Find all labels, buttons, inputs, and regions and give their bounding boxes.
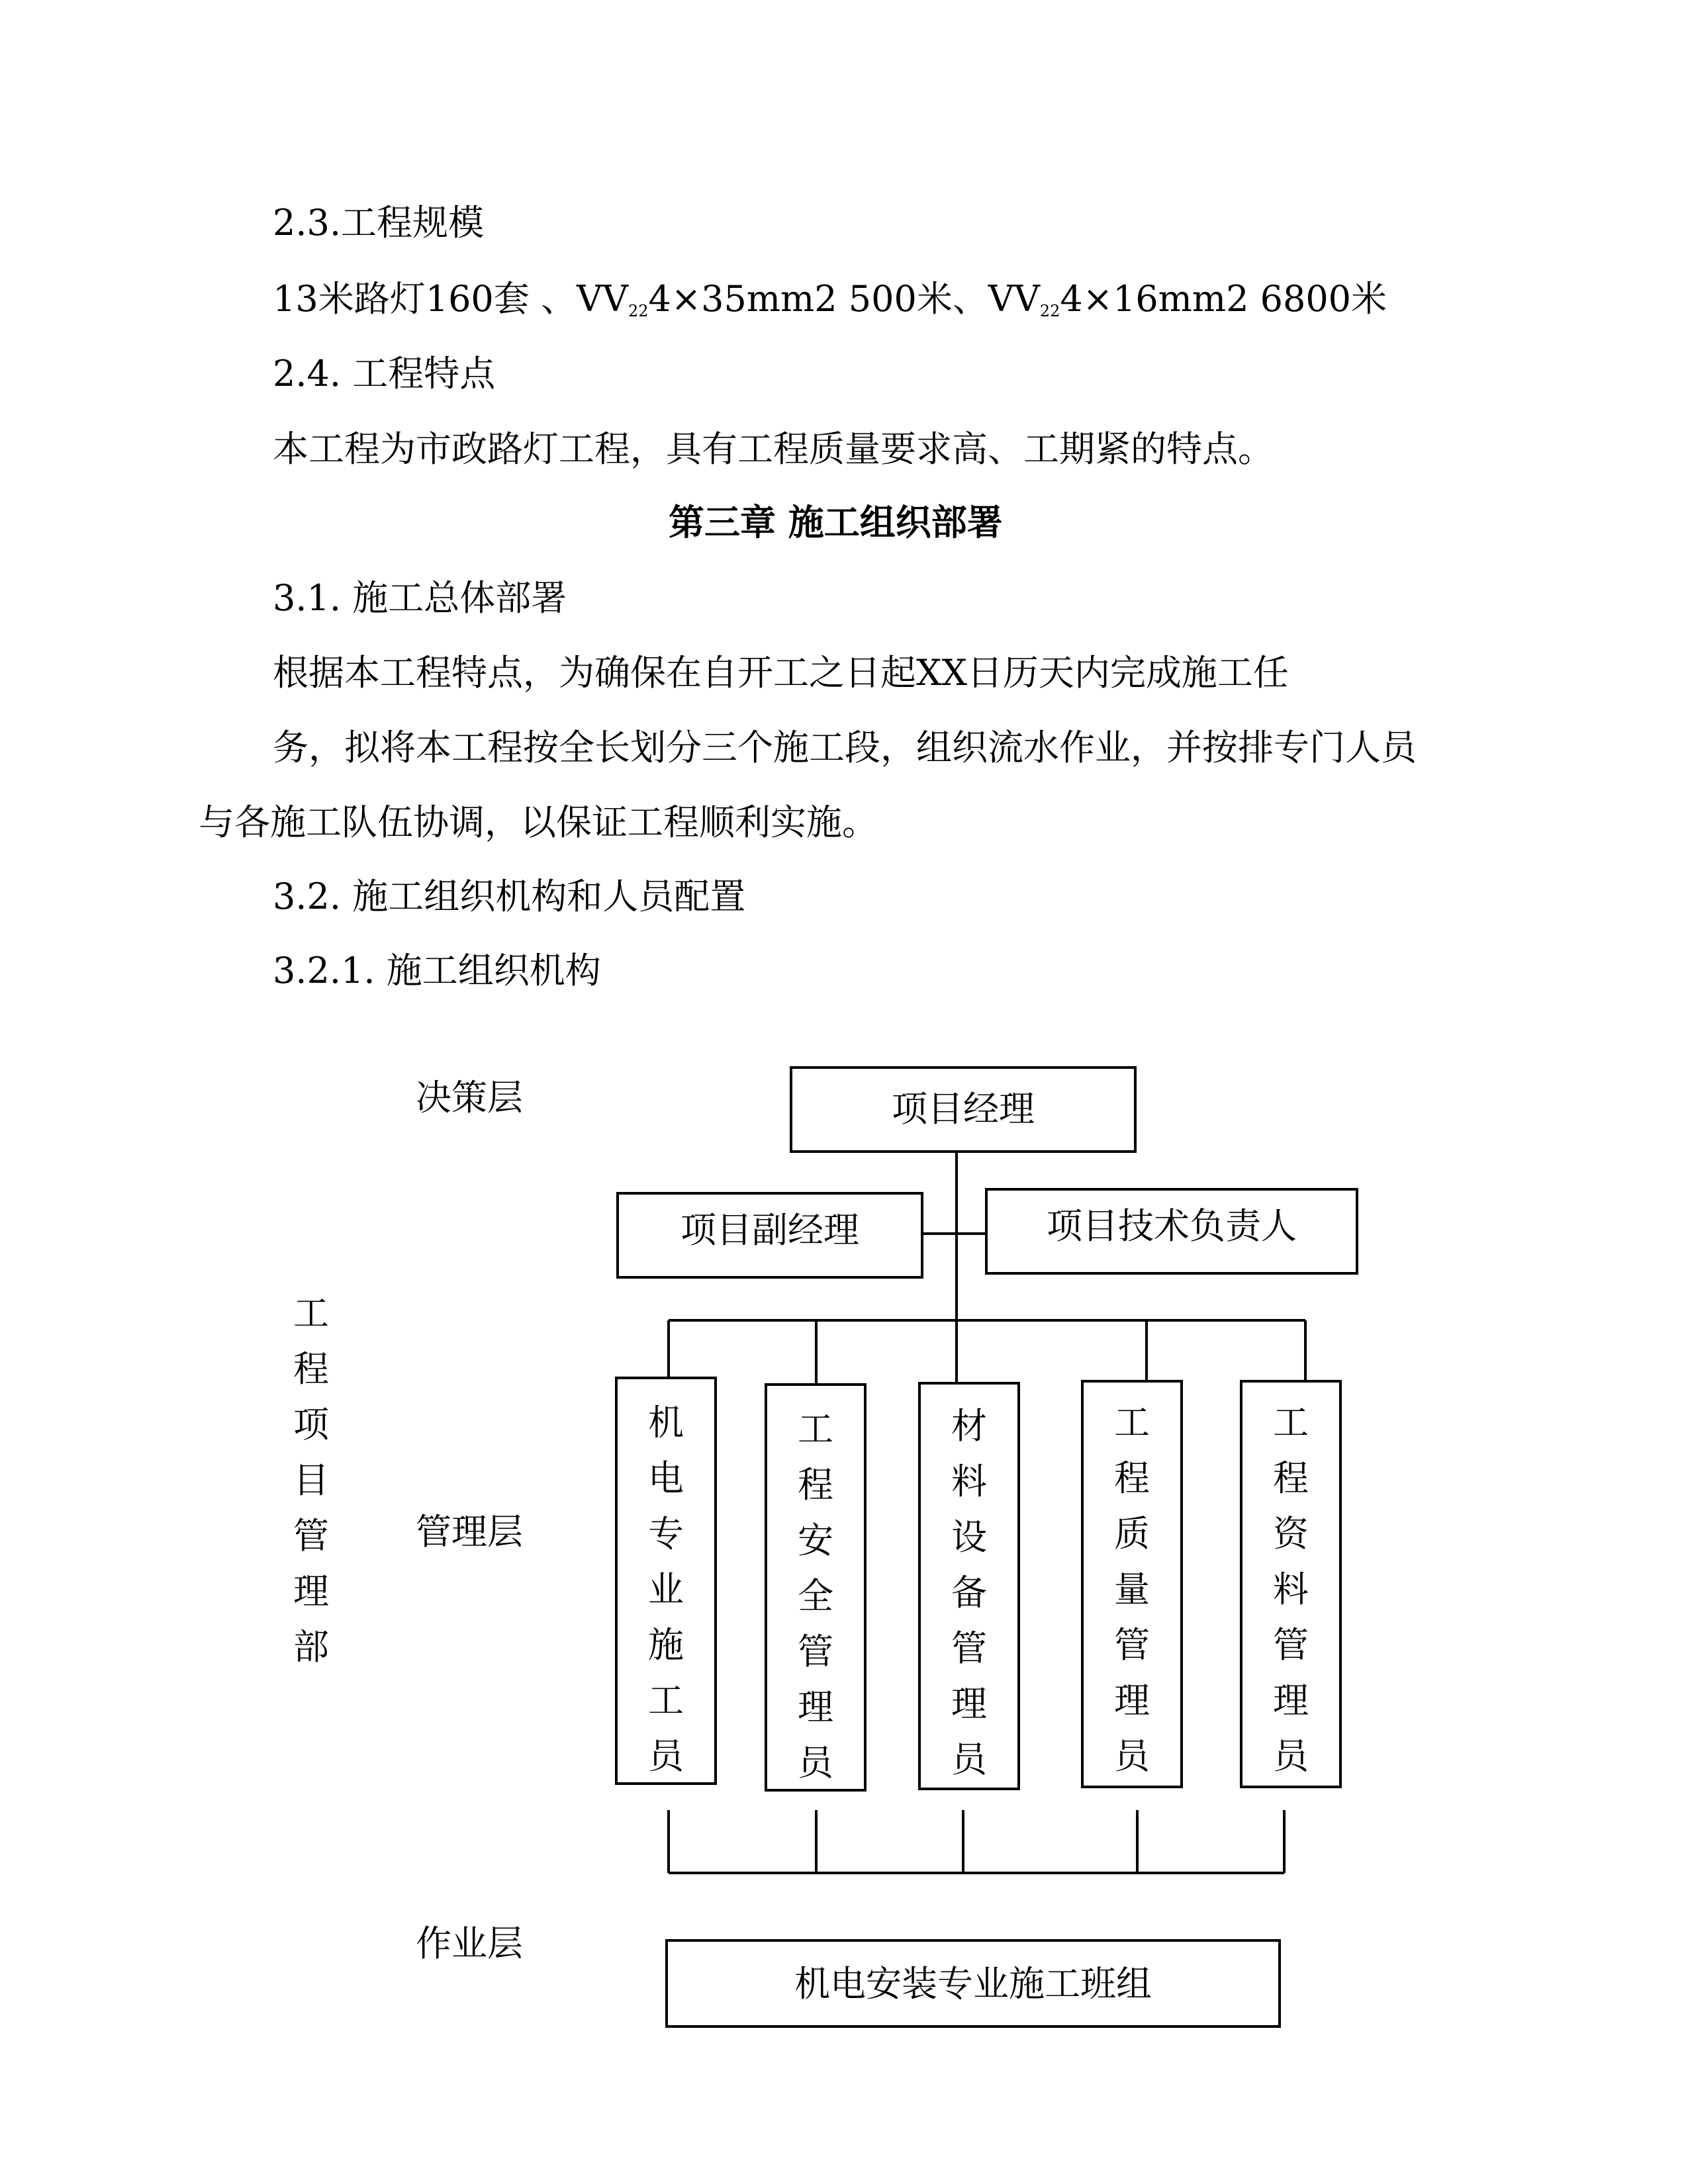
project-manager-label: 项目经理 xyxy=(892,1088,1035,1130)
staff-label-char: 管 xyxy=(1273,1624,1309,1666)
staff-label-char: 理 xyxy=(1273,1680,1309,1721)
side-label-char: 工 xyxy=(293,1293,329,1334)
section-2-4-text: 本工程为市政路灯工程，具有工程质量要求高、工期紧的特点。 xyxy=(273,428,1274,470)
staff-label-char: 程 xyxy=(1114,1457,1150,1499)
section-3-1-line-3: 与各施工队伍协调，以保证工程顺利实施。 xyxy=(199,801,878,843)
staff-label-char: 管 xyxy=(798,1631,833,1672)
staff-label-char: 机 xyxy=(648,1402,684,1443)
section-3-1-line-1: 根据本工程特点，为确保在自开工之日起XX日历天内完成施工任 xyxy=(273,652,1289,694)
staff-label-char: 员 xyxy=(1114,1735,1150,1777)
layer-decision-label: 决策层 xyxy=(416,1077,523,1118)
work-team-label: 机电安装专业施工班组 xyxy=(794,1963,1152,2005)
staff-label-char: 员 xyxy=(798,1742,833,1784)
staff-label-char: 电 xyxy=(648,1457,684,1499)
staff-label-char: 料 xyxy=(951,1461,987,1502)
staff-label-char: 业 xyxy=(648,1569,684,1610)
staff-label-char: 员 xyxy=(648,1735,684,1777)
staff-label-2 xyxy=(798,1408,836,1784)
side-label-char: 部 xyxy=(293,1626,329,1668)
deputy-manager-label: 项目副经理 xyxy=(680,1209,859,1251)
staff-label-char: 员 xyxy=(1273,1735,1309,1777)
section-3-2-title: 3.2. 施工组织机构和人员配置 xyxy=(273,876,746,917)
staff-label-5 xyxy=(1273,1402,1311,1777)
scale-subscript-1: 22 xyxy=(628,302,649,320)
staff-label-char: 员 xyxy=(951,1739,987,1780)
side-label-char: 目 xyxy=(293,1459,329,1501)
staff-label-char: 理 xyxy=(798,1686,833,1728)
staff-label-4 xyxy=(1114,1402,1152,1777)
scale-text-1: 13米路灯160套 、VV xyxy=(273,278,628,320)
staff-label-char: 料 xyxy=(1273,1569,1309,1610)
staff-label-char: 工 xyxy=(1273,1402,1309,1443)
side-label-char: 项 xyxy=(293,1404,329,1445)
chapter-3-title: 第三章 施工组织部署 xyxy=(669,502,1003,543)
staff-label-char: 材 xyxy=(951,1405,987,1447)
side-label xyxy=(293,1293,330,1668)
staff-label-char: 质 xyxy=(1114,1513,1150,1555)
staff-label-char: 工 xyxy=(648,1680,684,1721)
scale-subscript-2: 22 xyxy=(1039,302,1060,320)
section-2-3-title: 2.3.工程规模 xyxy=(273,202,485,244)
staff-label-3 xyxy=(951,1405,990,1780)
staff-label-char: 专 xyxy=(648,1513,684,1555)
staff-label-char: 理 xyxy=(951,1683,987,1725)
staff-label-char: 管 xyxy=(951,1627,987,1669)
staff-label-char: 管 xyxy=(1114,1624,1150,1666)
staff-label-char: 安 xyxy=(798,1520,833,1561)
section-2-4-title: 2.4. 工程特点 xyxy=(273,353,496,394)
staff-label-char: 工 xyxy=(1114,1402,1150,1443)
staff-label-char: 理 xyxy=(1114,1680,1150,1721)
side-label-char: 管 xyxy=(293,1515,329,1557)
staff-label-char: 全 xyxy=(798,1575,833,1617)
layer-work-label: 作业层 xyxy=(416,1923,523,1964)
scale-text-3: 4×16mm2 6800米 xyxy=(1060,278,1387,320)
side-label-char: 程 xyxy=(293,1348,329,1390)
staff-label-char: 资 xyxy=(1273,1513,1309,1555)
staff-label-char: 设 xyxy=(951,1516,987,1558)
staff-label-char: 施 xyxy=(648,1624,684,1666)
staff-label-char: 备 xyxy=(951,1572,987,1614)
tech-lead-label: 项目技术负责人 xyxy=(1047,1205,1297,1247)
section-3-1-title: 3.1. 施工总体部署 xyxy=(273,577,567,619)
staff-label-1 xyxy=(648,1402,686,1777)
scale-text-2: 4×35mm2 500米、VV xyxy=(648,278,1040,320)
section-3-1-line-2: 务，拟将本工程按全长划分三个施工段，组织流水作业，并按排专门人员 xyxy=(273,727,1417,768)
layer-management-label: 管理层 xyxy=(416,1511,523,1553)
staff-label-char: 量 xyxy=(1114,1569,1150,1610)
side-label-char: 理 xyxy=(293,1570,329,1612)
staff-label-char: 工 xyxy=(798,1408,833,1450)
staff-label-char: 程 xyxy=(798,1464,833,1506)
staff-label-char: 程 xyxy=(1273,1457,1309,1499)
section-3-2-1-title: 3.2.1. 施工组织机构 xyxy=(273,950,601,991)
